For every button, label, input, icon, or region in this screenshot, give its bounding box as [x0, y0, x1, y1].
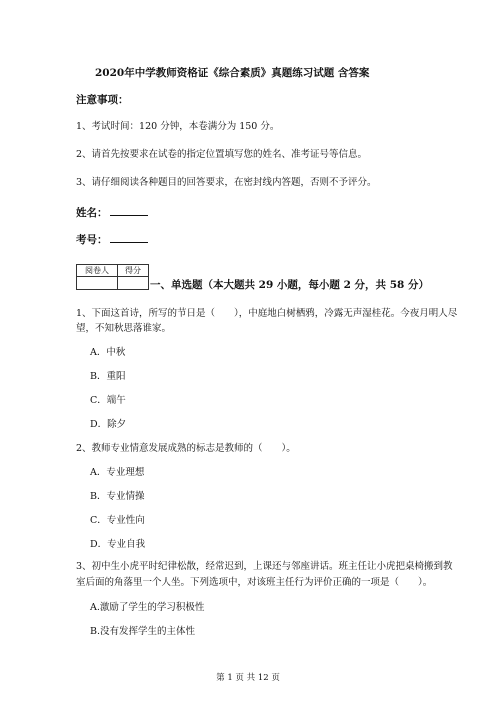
question-stem: 3、初中生小虎平时纪律松散，经常迟到，上课还与邻座讲话。班主任让小虎把桌椅搬到教: [76, 561, 453, 572]
name-blank[interactable]: [110, 205, 148, 216]
notice-heading: 注意事项：: [76, 94, 129, 106]
grader-header: 阅卷人: [77, 265, 118, 277]
score-header: 得分: [118, 265, 149, 277]
question-stem: 室后面的角落里一个人坐。下列选项中，对该班主任行为评价正确的一项是（ ）。: [76, 577, 433, 588]
page-footer: 第 1 页 共 12 页: [216, 673, 280, 683]
answer-option[interactable]: C．专业性向: [90, 515, 145, 526]
notice-item: 1、考试时间：120 分钟，本卷满分为 150 分。: [76, 121, 280, 132]
answer-option[interactable]: B．专业情操: [90, 491, 145, 502]
answer-option[interactable]: D．除夕: [90, 419, 127, 430]
question-stem: 1、下面这首诗，所写的节日是（ ），中庭地白树栖鸦，冷露无声湿桂花。今夜月明人尽: [76, 308, 458, 319]
answer-option[interactable]: D．专业自我: [90, 539, 146, 550]
question-stem: 望，不知秋思落谁家。: [76, 323, 172, 334]
answer-option[interactable]: C．端午: [90, 395, 126, 406]
section-heading: 一、单选题（本大题共 29 小题，每小题 2 分，共 58 分）: [150, 279, 429, 291]
exam-number-field: [76, 232, 148, 246]
answer-option[interactable]: B.没有发挥学生的主体性: [90, 626, 196, 637]
grader-cell[interactable]: [77, 277, 118, 290]
answer-option[interactable]: B．重阳: [90, 371, 126, 382]
name-label: 姓名：: [76, 207, 108, 219]
notice-item: 3、请仔细阅读各种题目的回答要求，在密封线内答题，否则不予评分。: [76, 177, 377, 188]
answer-option[interactable]: A.激励了学生的学习积极性: [90, 602, 205, 613]
answer-option[interactable]: A．中秋: [90, 347, 126, 358]
exam-number-label: 考号：: [76, 234, 108, 246]
question-stem: 2、教师专业情意发展成熟的标志是教师的（ ）。: [76, 443, 296, 454]
name-field: [76, 205, 148, 219]
score-cell[interactable]: [118, 277, 149, 290]
score-table: [76, 264, 149, 290]
exam-number-blank[interactable]: [110, 232, 148, 243]
answer-option[interactable]: A．专业理想: [90, 467, 145, 478]
page-title: 2020年中学教师资格证《综合素质》真题练习试题 含答案: [95, 67, 370, 79]
notice-item: 2、请首先按要求在试卷的指定位置填写您的姓名、准考证号等信息。: [76, 149, 368, 160]
